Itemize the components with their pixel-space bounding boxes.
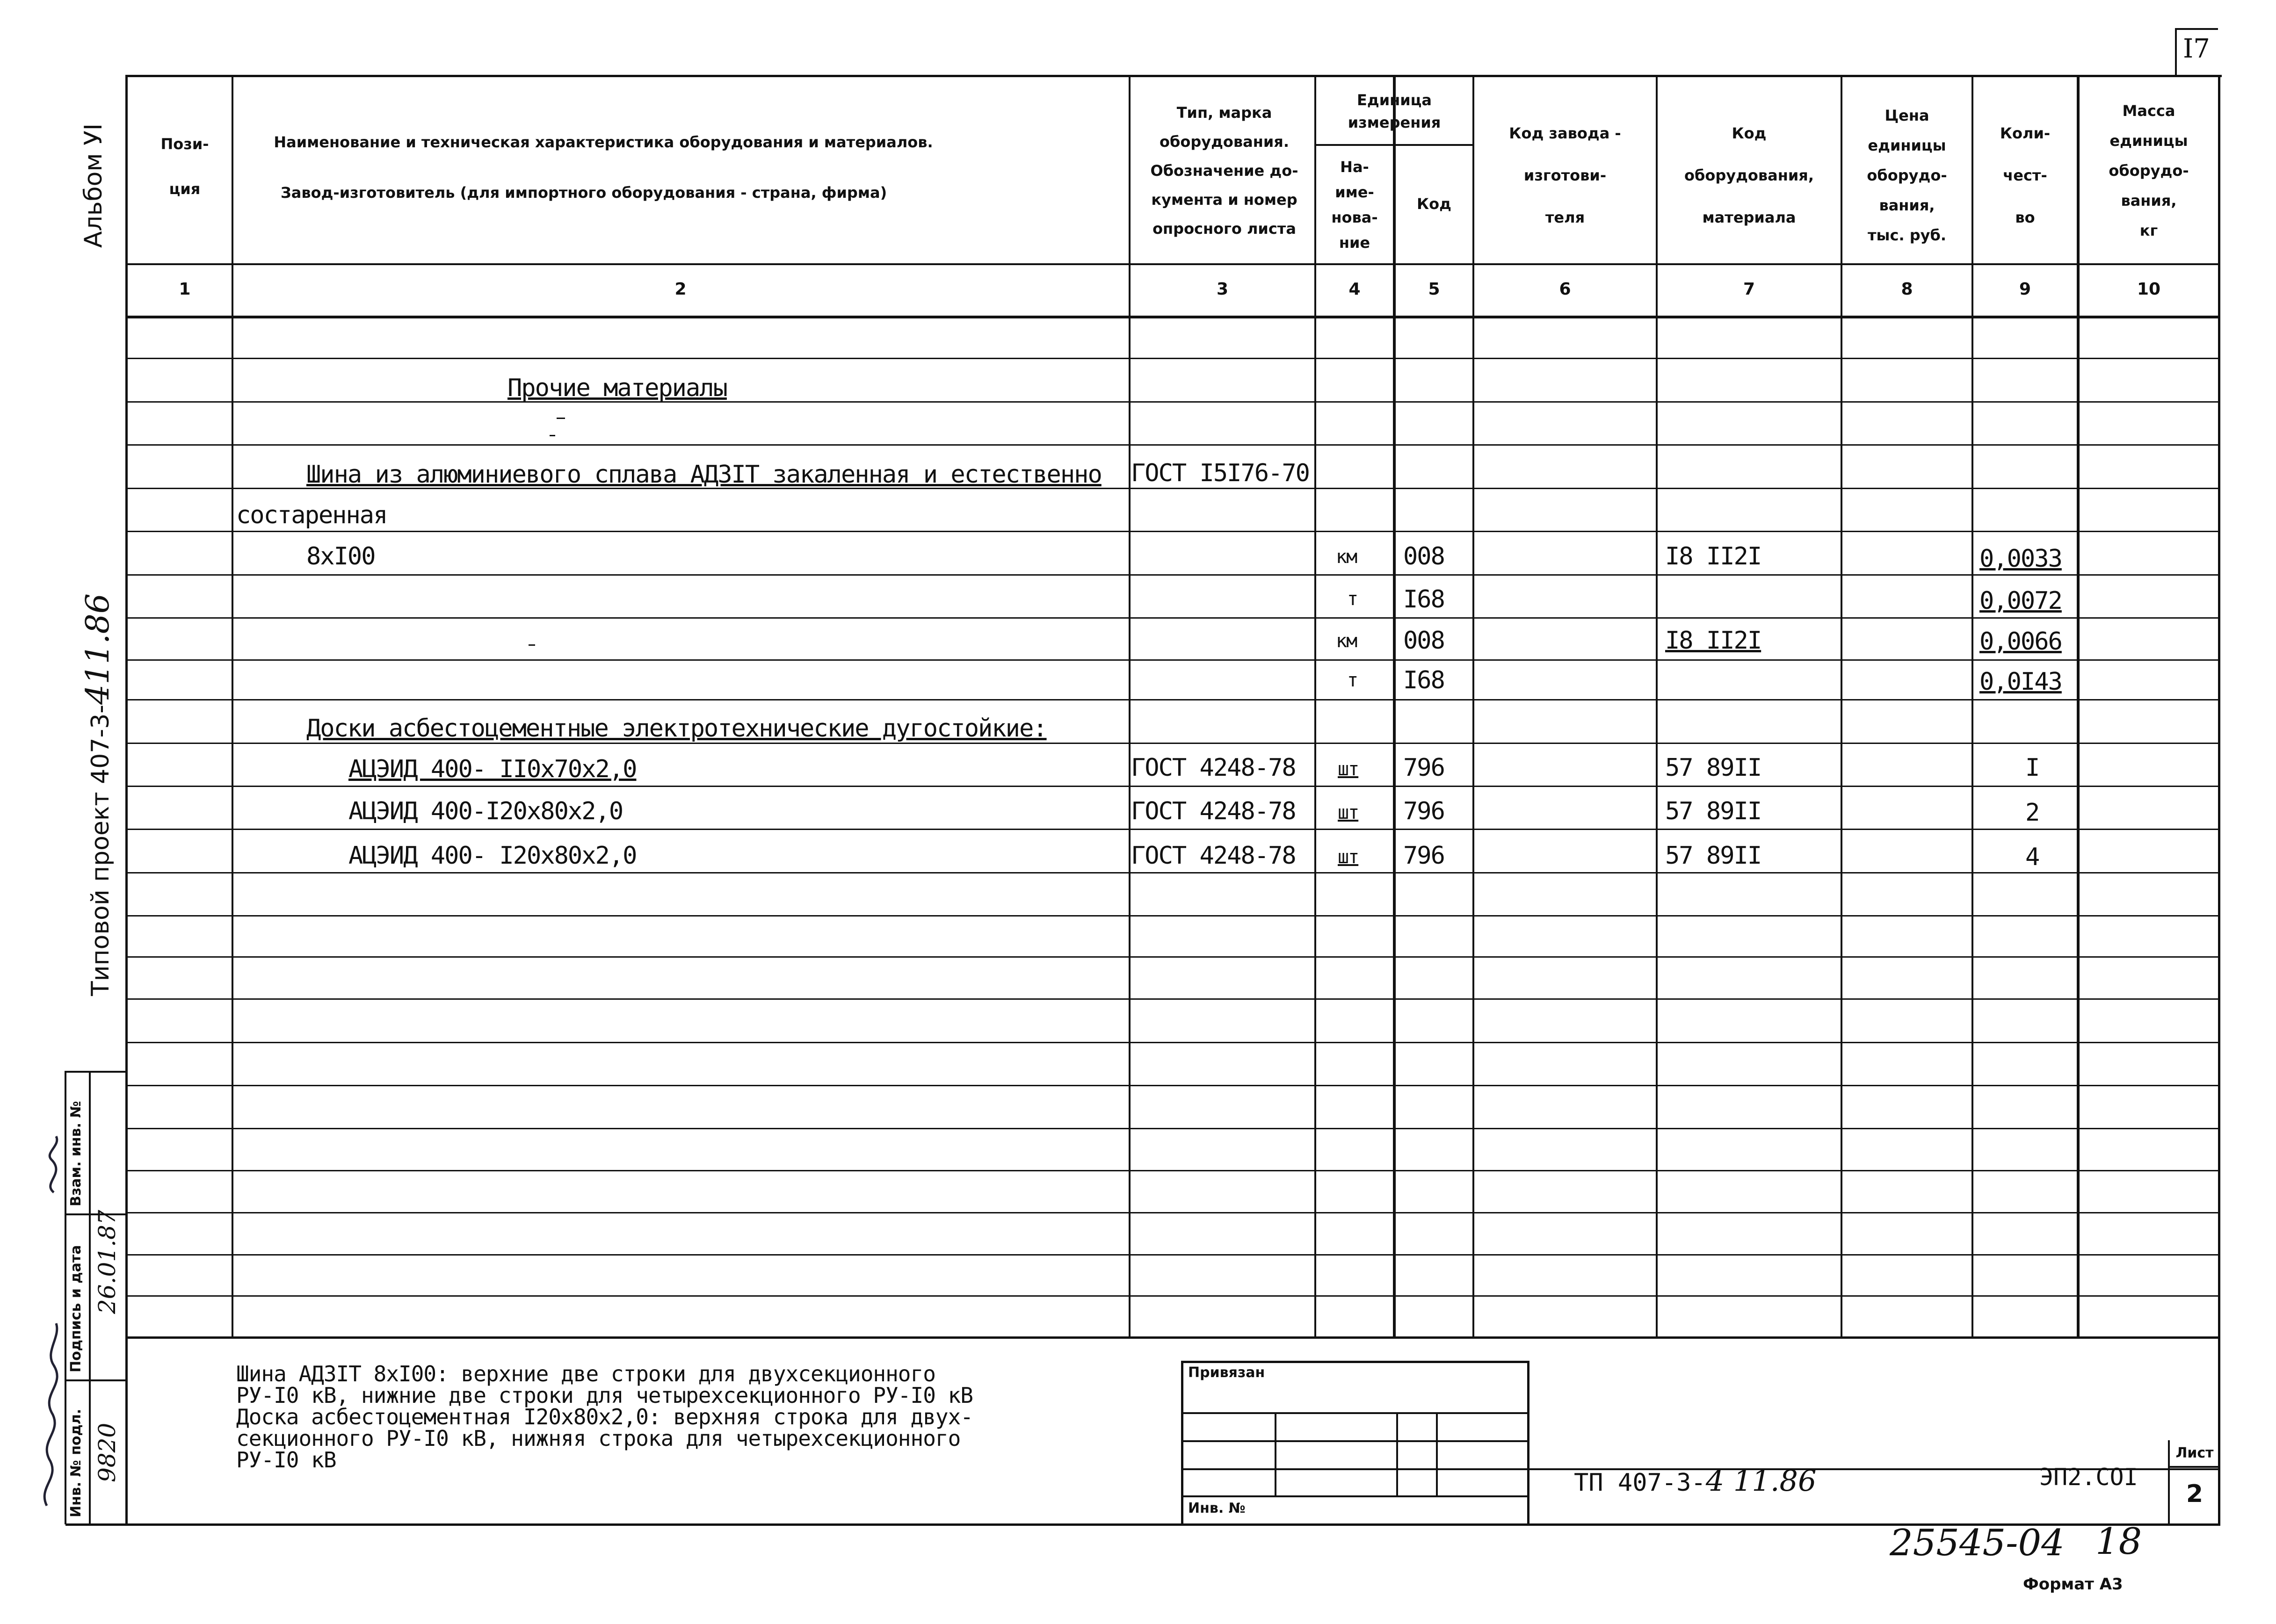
col-number: 6 <box>1559 280 1571 299</box>
stamp-inv-value: 9820 <box>94 1422 121 1482</box>
attached-label: Привязан <box>1188 1364 1265 1381</box>
stamp-date-value: 26.01.87 <box>94 1210 121 1314</box>
row-mat-code: 57 89II <box>1665 754 1761 782</box>
sheet-corner-number: I7 <box>2183 34 2210 64</box>
header-unit-code: Код <box>1417 195 1451 213</box>
doc-code-prefix: ТП 407-3- <box>1574 1469 1706 1497</box>
row-type: ГОСТ 4248-78 <box>1131 797 1296 825</box>
row-code: I68 <box>1403 585 1444 614</box>
row-qty: 0,0072 <box>1979 587 2062 615</box>
stamp-inv-orig: Инв. № подл. <box>68 1408 84 1517</box>
frame-left <box>125 75 128 1524</box>
header-material-code: Код оборудования, материала <box>1684 124 1814 226</box>
header-mass: Масса единицы оборудо- вания, кг <box>2109 102 2189 239</box>
row-code: 796 <box>1403 797 1444 825</box>
sheet-number: 2 <box>2186 1480 2204 1508</box>
row-mat-code: I8 II2I <box>1665 627 1761 655</box>
row-unit: шт <box>1338 802 1359 823</box>
table-bottom-line <box>126 1336 2219 1339</box>
col-number: 9 <box>2019 280 2031 299</box>
inv-no-label: Инв. № <box>1188 1500 1246 1516</box>
row-mat-code: 57 89II <box>1665 797 1761 825</box>
header-quantity: Коли- чест- во <box>2000 124 2051 226</box>
archive-number: 25545-04 <box>1890 1522 2065 1564</box>
project-hand: 411.86 <box>80 593 116 705</box>
project-label <box>80 593 116 996</box>
header-price: Цена единицы оборудо- вания, тыс. руб. <box>1867 107 1947 244</box>
header-unit-group: Единица измерения <box>1348 91 1441 131</box>
row-type: ГОСТ 4248-78 <box>1131 754 1296 782</box>
note-line: РУ-I0 кВ, нижние две строки для четырехсекционного РУ-I0 кВ <box>236 1383 973 1408</box>
header-factory-code: Код завода - изготови- теля <box>1509 124 1621 226</box>
col-number: 7 <box>1743 280 1755 299</box>
row-name: 8хI00 <box>306 542 375 570</box>
format-label: Формат А3 <box>2023 1575 2123 1594</box>
row-type: ГОСТ I5I76-70 <box>1131 459 1309 487</box>
note-line: Доска асбестоцементная I20х80х2,0: верхняя строка для двух- <box>236 1404 973 1429</box>
row-name: состаренная <box>236 501 387 529</box>
row-name: АЦЭИД 400- I20х80х2,0 <box>348 842 637 870</box>
row-qty: 0,0033 <box>1979 545 2062 573</box>
row-code: 008 <box>1403 627 1444 655</box>
header-bottom-line <box>126 263 2219 265</box>
row-code: 796 <box>1403 842 1444 870</box>
frame-top <box>126 75 2222 77</box>
row-code: 008 <box>1403 542 1444 570</box>
row-code: I68 <box>1403 666 1444 694</box>
col-number: 3 <box>1216 280 1229 299</box>
col-number: 10 <box>2137 280 2161 299</box>
header-type: Тип, марка оборудования. Обозначение до- кумента и номер опросного листа <box>1150 104 1298 238</box>
note-line: секционного РУ-I0 кВ, нижняя строка для четырехсекционного <box>236 1426 961 1451</box>
header-position: Пози- ция <box>160 135 209 198</box>
row-name: Шина из алюминиевого сплава АДЗIТ закаленная и естественно <box>306 461 1102 489</box>
note-line: РУ-I0 кВ <box>236 1447 336 1472</box>
row-qty: 4 <box>2025 843 2039 871</box>
dash-mark <box>550 435 555 436</box>
dash-mark <box>529 644 535 646</box>
header-unit-name: На- име- нова- ние <box>1331 158 1378 252</box>
row-unit: км <box>1336 630 1357 652</box>
stamp-sign-date: Подпись и дата <box>68 1245 84 1372</box>
section-heading: Прочие материалы <box>507 374 727 402</box>
row-name: АЦЭИД 400- II0х70х2,0 <box>348 755 637 783</box>
row-qty: 0,0066 <box>1979 628 2062 656</box>
row-mat-code: 57 89II <box>1665 842 1761 870</box>
row-name: Доски асбестоцементные электротехнические дугостойкие: <box>306 715 1047 743</box>
row-unit: т <box>1347 588 1358 610</box>
row-unit: шт <box>1338 758 1359 780</box>
row-qty: I <box>2025 754 2039 782</box>
col-number: 1 <box>179 280 191 299</box>
row-name: АЦЭИД 400-I20х80х2,0 <box>348 797 623 825</box>
frame-right <box>2218 75 2220 1524</box>
notes-block <box>236 1363 973 1471</box>
col-number: 5 <box>1428 280 1440 299</box>
row-type: ГОСТ 4248-78 <box>1131 842 1296 870</box>
page-number: 18 <box>2095 1521 2142 1563</box>
header-name: Наименование и техническая характеристика оборудования и материалов. Завод-изготовитель (для импортного оборудования - страна, фирма) <box>274 133 933 202</box>
row-qty: 0,0I43 <box>1979 668 2062 696</box>
album-label: Альбом УI <box>80 123 108 248</box>
sheet-label: Лист <box>2175 1445 2214 1461</box>
col-number: 8 <box>1901 280 1913 299</box>
doc-code <box>1574 1464 1816 1498</box>
stamp-replace-inv: Взам. инв. № <box>68 1101 84 1206</box>
dash-mark <box>557 418 565 419</box>
sheet-code: ЭП2.СОI <box>2039 1464 2138 1491</box>
col-number: 2 <box>674 280 687 299</box>
unit-group-line <box>1314 144 1473 146</box>
doc-code-hand: 4 11.86 <box>1705 1464 1817 1498</box>
row-mat-code: I8 II2I <box>1665 542 1761 570</box>
col-number: 4 <box>1348 280 1361 299</box>
corner-box-top <box>2175 28 2218 30</box>
project-prefix: Типовой проект 407-3- <box>87 704 115 996</box>
row-unit: т <box>1347 670 1358 691</box>
note-line: Шина АДЗIТ 8хI00: верхние две строки для двухсекционного <box>236 1361 935 1386</box>
row-unit: шт <box>1338 846 1359 868</box>
row-qty: 2 <box>2025 799 2039 827</box>
signature-graphic <box>28 1132 94 1515</box>
row-unit: км <box>1336 546 1357 568</box>
row-code: 796 <box>1403 754 1444 782</box>
numbers-bottom-line <box>126 316 2219 318</box>
